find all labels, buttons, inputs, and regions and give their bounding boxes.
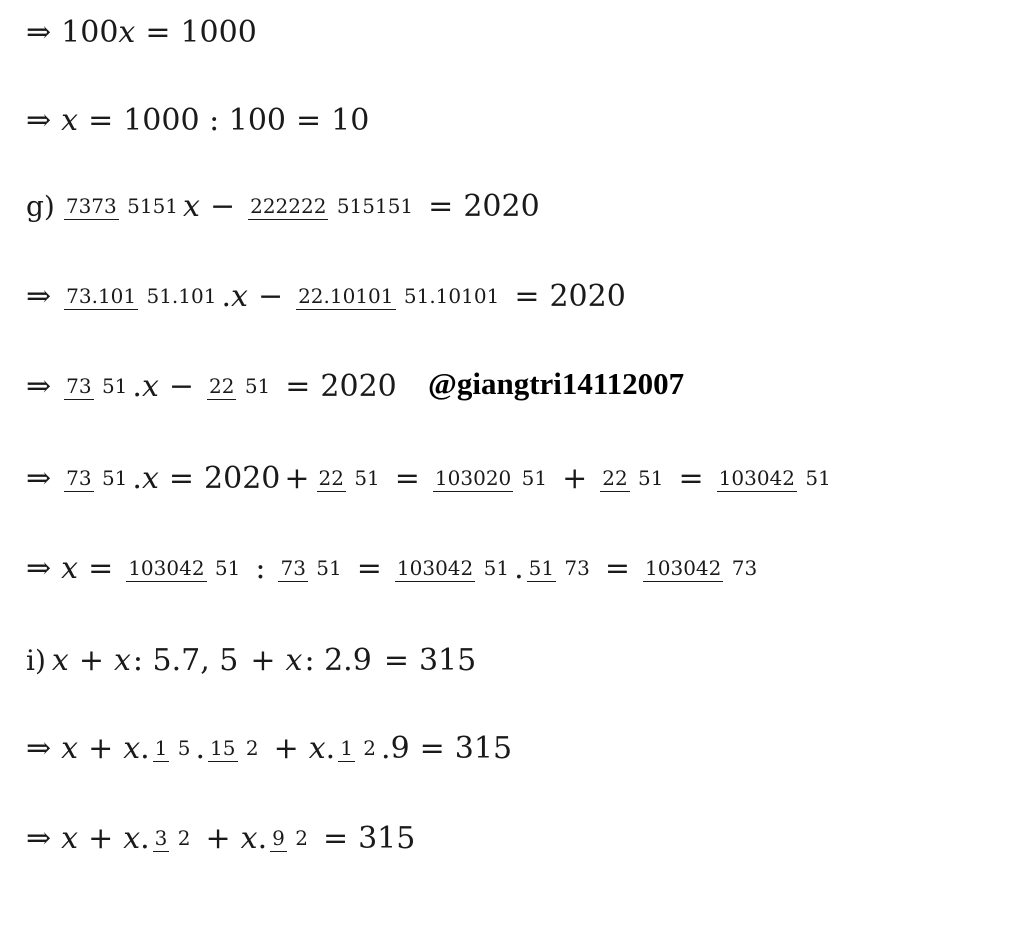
equation-line-7 [26, 538, 762, 598]
dot-operator: . [325, 730, 336, 766]
variable-x: x [61, 730, 79, 766]
equals-sign: = [514, 278, 540, 314]
equation-line-10 [26, 808, 415, 868]
equals-sign: = [88, 102, 114, 138]
number: 315 [418, 642, 477, 678]
denominator: 51 [101, 465, 128, 490]
plus-sign: + [88, 820, 114, 856]
division-sign: : [255, 550, 266, 586]
denominator: 51 [805, 465, 831, 490]
expression: : 5.7, 5 [132, 642, 239, 678]
equals-sign: = [322, 820, 349, 856]
plus-sign: + [78, 642, 104, 678]
numerator: 22 [602, 465, 628, 490]
variable-x: x [51, 642, 69, 678]
variable-x: x [141, 368, 159, 404]
variable-x: x [183, 188, 200, 224]
fraction [338, 735, 378, 760]
dot-operator: . [221, 278, 232, 314]
author-watermark: @giangtri14112007 [428, 366, 685, 401]
equation-line-3 [26, 176, 540, 236]
implies-arrow: ⇒ [26, 550, 52, 586]
numerator: 222222 [250, 193, 327, 218]
implies-arrow: ⇒ [26, 102, 52, 138]
expression: .9 [381, 730, 410, 766]
fraction [296, 283, 501, 308]
variable-x: x [308, 730, 326, 766]
equals-sign: = [145, 14, 171, 50]
variable-x: x [61, 820, 79, 856]
minus-sign: − [257, 278, 284, 314]
plus-sign: + [88, 730, 114, 766]
problem-label: g) [26, 189, 55, 223]
numerator: 103042 [128, 555, 205, 580]
denominator: 51 [638, 465, 664, 490]
equation-line-2 [26, 90, 369, 150]
denominator: 51 [101, 373, 128, 398]
number: 10 [331, 102, 370, 138]
dot-operator: . [140, 820, 150, 856]
equals-sign: = [678, 460, 704, 496]
equation-line-6 [26, 448, 836, 508]
numerator: 73.101 [66, 283, 137, 308]
expression: 1000 : 100 [123, 102, 286, 138]
number: 2020 [549, 278, 626, 314]
numerator: 1 [154, 735, 168, 760]
number: 315 [358, 820, 416, 856]
equation-line-8 [26, 630, 476, 690]
numerator: 103020 [434, 465, 512, 490]
problem-label: i) [26, 643, 46, 677]
equals-sign: = [428, 188, 454, 224]
equation-line-9 [26, 718, 512, 778]
denominator: 2 [177, 825, 191, 850]
plus-sign: + [284, 460, 310, 496]
denominator: 51 [214, 555, 241, 580]
number: 2020 [463, 188, 540, 224]
dot-operator: . [132, 368, 142, 404]
numerator: 103042 [396, 555, 474, 580]
equation-line-1 [26, 2, 257, 62]
implies-arrow: ⇒ [26, 460, 52, 496]
equals-sign: = [604, 550, 631, 586]
numerator: 103042 [718, 465, 795, 490]
fraction [600, 465, 665, 490]
denominator: 73 [564, 555, 590, 580]
numerator: 73 [66, 373, 92, 398]
fraction [317, 465, 382, 490]
variable-x: x [113, 642, 131, 678]
numerator: 103042 [645, 555, 722, 580]
equation-line-4 [26, 266, 626, 326]
denominator: 515151 [336, 193, 414, 218]
equals-sign: = [394, 460, 420, 496]
minus-sign: − [168, 368, 195, 404]
equals-sign: = [88, 550, 114, 586]
plus-sign: + [205, 820, 231, 856]
dot-operator: . [257, 820, 268, 856]
numerator: 22 [318, 465, 344, 490]
variable-x: x [123, 730, 141, 766]
numerator: 73 [66, 465, 92, 490]
fraction [153, 825, 193, 850]
equals-sign: = [168, 460, 195, 496]
variable-x: x [61, 102, 79, 138]
fraction [64, 283, 218, 308]
variable-x: x [141, 460, 159, 496]
fraction [153, 735, 193, 760]
denominator: 51 [316, 555, 342, 580]
fraction [207, 373, 272, 398]
denominator: 51 [244, 373, 271, 398]
plus-sign: + [562, 460, 588, 496]
denominator: 51 [354, 465, 380, 490]
equals-sign: = [419, 730, 445, 766]
denominator: 2 [295, 825, 308, 850]
denominator: 51.10101 [403, 283, 500, 308]
equals-sign: = [356, 550, 382, 586]
equals-sign: = [383, 642, 409, 678]
fraction [64, 465, 129, 490]
variable-x: x [285, 642, 303, 678]
minus-sign: − [209, 188, 236, 224]
dot-operator: . [514, 550, 524, 586]
implies-arrow: ⇒ [26, 730, 52, 766]
equation-line-5 [26, 356, 397, 416]
numerator: 22.10101 [298, 283, 394, 308]
number: 315 [454, 730, 513, 766]
numerator: 15 [210, 735, 236, 760]
fraction [433, 465, 549, 490]
denominator: 51 [483, 555, 510, 580]
implies-arrow: ⇒ [26, 14, 52, 50]
numerator: 9 [272, 825, 285, 850]
denominator: 51 [521, 465, 548, 490]
dot-operator: . [132, 460, 142, 496]
expression: : 2.9 [304, 642, 372, 678]
implies-arrow: ⇒ [26, 278, 52, 314]
number: 2020 [320, 368, 397, 404]
fraction [717, 465, 833, 490]
fraction [64, 373, 129, 398]
implies-arrow: ⇒ [26, 820, 52, 856]
numerator: 3 [154, 825, 168, 850]
plus-sign: + [250, 642, 276, 678]
variable-x: x [61, 550, 79, 586]
fraction [278, 555, 343, 580]
number: 100 [61, 14, 119, 50]
variable-x: x [123, 820, 141, 856]
fraction [527, 555, 592, 580]
fraction [270, 825, 310, 850]
equals-sign: = [296, 102, 322, 138]
fraction [395, 555, 511, 580]
denominator: 5151 [127, 193, 179, 218]
numerator: 7373 [65, 193, 117, 218]
numerator: 73 [280, 555, 306, 580]
fraction [208, 735, 261, 760]
denominator: 2 [363, 735, 377, 760]
denominator: 73 [731, 555, 758, 580]
variable-x: x [231, 278, 248, 314]
dot-operator: . [140, 730, 150, 766]
fraction [643, 555, 759, 580]
implies-arrow: ⇒ [26, 368, 52, 404]
variable-x: x [240, 820, 258, 856]
number: 1000 [180, 14, 257, 50]
number: 2020 [204, 460, 281, 496]
fraction [248, 193, 415, 218]
fraction [64, 193, 180, 218]
numerator: 22 [209, 373, 235, 398]
denominator: 51.101 [146, 283, 217, 308]
denominator: 2 [245, 735, 259, 760]
dot-operator: . [195, 730, 206, 766]
variable-x: x [118, 14, 136, 50]
plus-sign: + [273, 730, 299, 766]
denominator: 5 [177, 735, 191, 760]
numerator: 51 [528, 555, 555, 580]
fraction [126, 555, 242, 580]
equals-sign: = [285, 368, 311, 404]
numerator: 1 [340, 735, 353, 760]
